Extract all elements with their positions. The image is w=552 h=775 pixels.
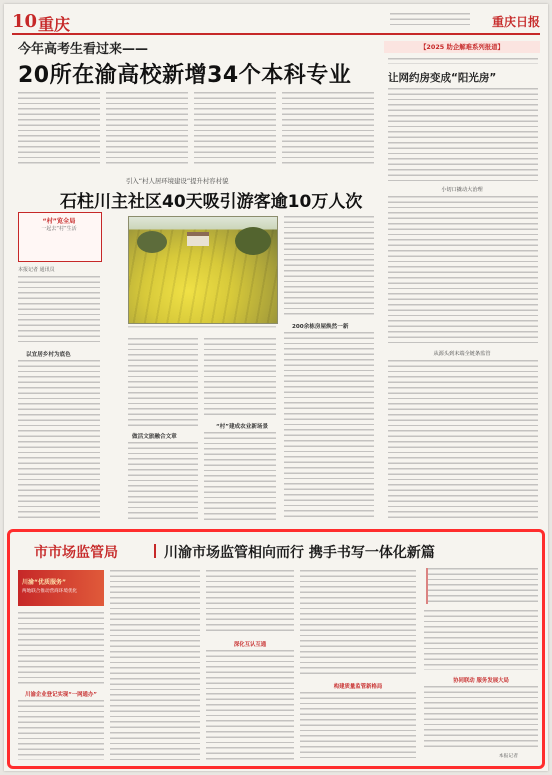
newspaper-logo: 重庆日报 (491, 15, 540, 29)
header-meta (390, 13, 470, 25)
lead-kicker: 今年高考生看过来—— (18, 42, 149, 57)
second-column-3b (204, 432, 276, 520)
featured-column-1b (18, 700, 104, 760)
featured-signature: 本报记者 (498, 754, 518, 759)
lead-column-3 (194, 92, 276, 164)
featured-subhead-2: 深化互认互通 (233, 642, 267, 648)
lead-headline: 20所在渝高校新增34个本科专业 (18, 63, 352, 88)
second-column-2b (128, 442, 198, 520)
second-column-1b (18, 360, 100, 520)
lead-column-1 (18, 92, 100, 164)
featured-headline: 川渝市场监管相向而行 携手书写一体化新篇 (164, 545, 435, 561)
right-body-1 (388, 88, 538, 182)
featured-column-3a (206, 570, 294, 634)
second-subhead-3: “村”建成农业新场景 (216, 424, 269, 430)
featured-column-2 (110, 570, 200, 760)
second-kicker: 引入“村人居环境建设”提升村容村貌 (126, 177, 229, 185)
featured-column-3b (206, 650, 294, 760)
right-column-tag: 【2025 助企解难系列报道】 (384, 41, 540, 53)
rapeseed-field-photo (128, 216, 278, 324)
photo-house (187, 232, 209, 246)
lead-column-4 (282, 92, 374, 164)
photo-tree (235, 227, 271, 255)
second-headline: 石柱川主社区40天吸引游客逾10万人次 (60, 192, 363, 212)
right-subhead-2: 从源头到末端全链条监管 (433, 351, 491, 357)
right-subhead-1: 小切口撬动大治理 (441, 187, 483, 193)
page-header (12, 11, 540, 35)
village-tag-title: “村”览全局 (42, 218, 76, 225)
second-subhead-4: 200余栋房屋焕然一新 (292, 324, 349, 330)
right-kicker (388, 58, 538, 64)
second-column-3a (204, 338, 276, 418)
featured-subhead-3: 构建质量监管新格局 (333, 684, 383, 690)
featured-column-5b (424, 686, 538, 748)
page-number: 10 (12, 11, 38, 32)
featured-column-4a (300, 570, 416, 676)
second-subhead-1: 以宜居乡村为底色 (26, 352, 71, 358)
label-divider (154, 544, 156, 558)
newspaper-page (4, 4, 548, 771)
right-headline: 让网约房变成“阳光房” (388, 72, 497, 84)
second-column-4b (284, 332, 374, 520)
second-column-2a (128, 338, 198, 428)
featured-subhead-1: 川渝企业登记实现“一网通办” (25, 692, 97, 698)
lead-column-2 (106, 92, 188, 164)
section-title: 重庆 (38, 15, 71, 34)
photo-tree (137, 231, 167, 253)
featured-column-4b (300, 692, 416, 760)
second-byline: 本报记者 通讯员 (18, 267, 55, 273)
featured-column-5a (424, 610, 538, 670)
right-body-2 (388, 196, 538, 346)
banner-title: 川渝“优质服务” (22, 579, 66, 586)
featured-column-1a (18, 612, 104, 684)
featured-section-label: 市市场监管局 (34, 545, 118, 561)
right-body-3 (388, 360, 538, 520)
photo-caption (128, 326, 276, 331)
second-column-1a (18, 276, 100, 346)
second-subhead-2: 做活文旅融合文章 (132, 434, 177, 440)
village-tag-subtitle: 一起去“村”生活 (41, 226, 77, 232)
banner-subtitle: 两地联合推动营商环境优化 (22, 589, 78, 594)
second-column-4a (284, 216, 374, 316)
featured-subhead-4: 协同联动 服务发展大局 (453, 678, 509, 684)
featured-sidebar-box (426, 568, 538, 604)
